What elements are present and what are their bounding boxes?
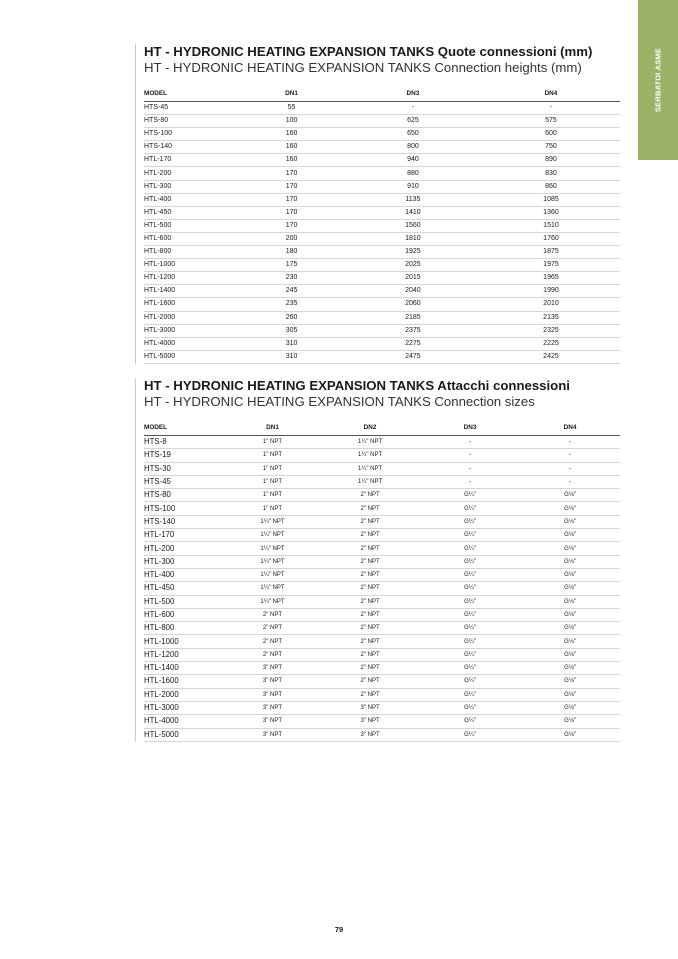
model-cell: HTL-1600 — [144, 675, 225, 688]
value-cell: G⅛" — [520, 542, 620, 555]
value-cell: 1" NPT — [225, 449, 320, 462]
model-cell: HTS-80 — [144, 489, 225, 502]
value-cell: - — [420, 436, 520, 449]
value-cell: G¼" — [420, 701, 520, 714]
value-cell: 2" NPT — [320, 595, 420, 608]
model-cell: HTL-600 — [144, 608, 225, 621]
value-cell: 2" NPT — [225, 635, 320, 648]
value-cell: G⅛" — [520, 515, 620, 528]
table-row — [144, 449, 620, 462]
table-row — [144, 337, 620, 350]
value-cell: 2" NPT — [320, 515, 420, 528]
value-cell: 1925 — [344, 246, 482, 259]
value-cell: G¼" — [420, 555, 520, 568]
table-row — [144, 715, 620, 728]
table-body — [144, 102, 620, 364]
table-row — [144, 232, 620, 245]
table-row — [144, 259, 620, 272]
value-cell: 3" NPT — [225, 701, 320, 714]
column-header: MODEL — [144, 420, 225, 436]
model-cell: HTL-2000 — [144, 688, 225, 701]
value-cell: G⅛" — [520, 595, 620, 608]
model-cell: HTL-1200 — [144, 272, 239, 285]
value-cell: G¼" — [420, 688, 520, 701]
column-header: DN3 — [420, 420, 520, 436]
value-cell: G⅛" — [520, 529, 620, 542]
value-cell: G¼" — [420, 529, 520, 542]
value-cell: 2" NPT — [320, 662, 420, 675]
model-cell: HTL-1200 — [144, 648, 225, 661]
value-cell: 1¼" NPT — [225, 542, 320, 555]
value-cell: 2275 — [344, 337, 482, 350]
value-cell: G¼" — [420, 515, 520, 528]
model-cell: HTS-80 — [144, 115, 239, 128]
model-cell: HTL-3000 — [144, 701, 225, 714]
value-cell: G¼" — [420, 608, 520, 621]
value-cell: 600 — [482, 128, 620, 141]
value-cell: 2015 — [344, 272, 482, 285]
value-cell: - — [420, 475, 520, 488]
value-cell: 830 — [482, 167, 620, 180]
model-cell: HTL-400 — [144, 193, 239, 206]
value-cell: 1975 — [482, 259, 620, 272]
value-cell: G¼" — [420, 502, 520, 515]
table-row — [144, 219, 620, 232]
value-cell: 3" NPT — [320, 701, 420, 714]
value-cell: 175 — [239, 259, 344, 272]
column-header: DN4 — [482, 86, 620, 102]
value-cell: - — [520, 436, 620, 449]
table-row — [144, 635, 620, 648]
table-row — [144, 555, 620, 568]
table-row — [144, 193, 620, 206]
table-row — [144, 285, 620, 298]
table-row — [144, 675, 620, 688]
table-header-row — [144, 420, 620, 436]
connection-heights-table — [144, 86, 620, 364]
value-cell: 2185 — [344, 311, 482, 324]
table-row — [144, 128, 620, 141]
value-cell: - — [344, 102, 482, 115]
model-cell: HTS-8 — [144, 436, 225, 449]
model-cell: HTL-800 — [144, 622, 225, 635]
table-row — [144, 608, 620, 621]
value-cell: 800 — [344, 141, 482, 154]
model-cell: HTL-170 — [144, 154, 239, 167]
side-tab — [638, 0, 678, 160]
value-cell: 2" NPT — [320, 688, 420, 701]
page-number: 79 — [334, 925, 344, 934]
value-cell: 1¼" NPT — [320, 449, 420, 462]
table-row — [144, 436, 620, 449]
value-cell: 3" NPT — [225, 728, 320, 741]
value-cell: 2" NPT — [320, 489, 420, 502]
column-header: MODEL — [144, 86, 239, 102]
model-cell: HTL-5000 — [144, 350, 239, 363]
value-cell: 880 — [344, 167, 482, 180]
value-cell: 245 — [239, 285, 344, 298]
value-cell: 1¼" NPT — [225, 595, 320, 608]
table-row — [144, 272, 620, 285]
value-cell: 160 — [239, 128, 344, 141]
value-cell: 2025 — [344, 259, 482, 272]
value-cell: 235 — [239, 298, 344, 311]
value-cell: 1360 — [482, 206, 620, 219]
table-row — [144, 489, 620, 502]
value-cell: 3" NPT — [225, 688, 320, 701]
value-cell: 1875 — [482, 246, 620, 259]
model-cell: HTS-45 — [144, 475, 225, 488]
model-cell: HTS-140 — [144, 515, 225, 528]
value-cell: G⅛" — [520, 648, 620, 661]
value-cell: 650 — [344, 128, 482, 141]
model-cell: HTS-140 — [144, 141, 239, 154]
connection-sizes-table — [144, 420, 620, 742]
value-cell: 200 — [239, 232, 344, 245]
model-cell: HTL-200 — [144, 167, 239, 180]
table-row — [144, 180, 620, 193]
value-cell: - — [520, 475, 620, 488]
value-cell: G⅛" — [520, 489, 620, 502]
table-row — [144, 701, 620, 714]
column-header: DN1 — [225, 420, 320, 436]
model-cell: HTS-30 — [144, 462, 225, 475]
value-cell: G⅛" — [520, 662, 620, 675]
value-cell: 1135 — [344, 193, 482, 206]
value-cell: G⅛" — [520, 502, 620, 515]
model-cell: HTL-300 — [144, 180, 239, 193]
connection-heights-section — [135, 44, 629, 364]
value-cell: 170 — [239, 219, 344, 232]
value-cell: G¼" — [420, 582, 520, 595]
value-cell: 2" NPT — [225, 622, 320, 635]
model-cell: HTL-4000 — [144, 337, 239, 350]
value-cell: G⅛" — [520, 635, 620, 648]
model-cell: HTS-100 — [144, 502, 225, 515]
value-cell: 2" NPT — [320, 635, 420, 648]
value-cell: G¼" — [420, 542, 520, 555]
value-cell: 1" NPT — [225, 475, 320, 488]
value-cell: 2010 — [482, 298, 620, 311]
value-cell: 2475 — [344, 350, 482, 363]
value-cell: 1085 — [482, 193, 620, 206]
model-cell: HTL-800 — [144, 246, 239, 259]
value-cell: G¼" — [420, 595, 520, 608]
value-cell: - — [420, 462, 520, 475]
value-cell: 910 — [344, 180, 482, 193]
value-cell: G⅛" — [520, 701, 620, 714]
value-cell: 2" NPT — [320, 568, 420, 581]
value-cell: G⅛" — [520, 622, 620, 635]
value-cell: 3" NPT — [225, 675, 320, 688]
value-cell: 1" NPT — [225, 436, 320, 449]
table-row — [144, 206, 620, 219]
value-cell: 2325 — [482, 324, 620, 337]
model-cell: HTS-45 — [144, 102, 239, 115]
section-title-english: HT - HYDRONIC HEATING EXPANSION TANKS Connection heights (mm) — [144, 60, 582, 75]
model-cell: HTL-5000 — [144, 728, 225, 741]
value-cell: 2" NPT — [320, 502, 420, 515]
model-cell: HTL-300 — [144, 555, 225, 568]
table-row — [144, 582, 620, 595]
value-cell: 1410 — [344, 206, 482, 219]
value-cell: 2135 — [482, 311, 620, 324]
model-cell: HTL-2000 — [144, 311, 239, 324]
value-cell: G⅛" — [520, 728, 620, 741]
value-cell: 2" NPT — [320, 529, 420, 542]
value-cell: 305 — [239, 324, 344, 337]
value-cell: 3" NPT — [320, 715, 420, 728]
value-cell: 310 — [239, 350, 344, 363]
value-cell: 1¼" NPT — [320, 436, 420, 449]
value-cell: 2" NPT — [225, 608, 320, 621]
value-cell: 1" NPT — [225, 489, 320, 502]
value-cell: 2" NPT — [320, 622, 420, 635]
value-cell: 940 — [344, 154, 482, 167]
model-cell: HTL-500 — [144, 595, 225, 608]
value-cell: 2375 — [344, 324, 482, 337]
model-cell: HTL-1400 — [144, 285, 239, 298]
value-cell: 2" NPT — [225, 648, 320, 661]
value-cell: 180 — [239, 246, 344, 259]
model-cell: HTL-1400 — [144, 662, 225, 675]
value-cell: 1" NPT — [225, 502, 320, 515]
value-cell: 1810 — [344, 232, 482, 245]
value-cell: 2" NPT — [320, 675, 420, 688]
table-row — [144, 102, 620, 115]
model-cell: HTL-1000 — [144, 259, 239, 272]
value-cell: G⅛" — [520, 675, 620, 688]
value-cell: - — [420, 449, 520, 462]
value-cell: 2040 — [344, 285, 482, 298]
value-cell: G⅛" — [520, 608, 620, 621]
value-cell: 2" NPT — [320, 555, 420, 568]
value-cell: 1990 — [482, 285, 620, 298]
model-cell: HTL-1600 — [144, 298, 239, 311]
value-cell: 750 — [482, 141, 620, 154]
model-cell: HTL-500 — [144, 219, 239, 232]
table-row — [144, 542, 620, 555]
table-row — [144, 595, 620, 608]
value-cell: 3" NPT — [225, 715, 320, 728]
model-cell: HTL-170 — [144, 529, 225, 542]
value-cell: 2" NPT — [320, 582, 420, 595]
value-cell: G⅛" — [520, 568, 620, 581]
value-cell: 2425 — [482, 350, 620, 363]
value-cell: 160 — [239, 141, 344, 154]
value-cell: 1560 — [344, 219, 482, 232]
value-cell: G⅛" — [520, 715, 620, 728]
value-cell: 890 — [482, 154, 620, 167]
table-header-row — [144, 86, 620, 102]
value-cell: 260 — [239, 311, 344, 324]
model-cell: HTL-450 — [144, 206, 239, 219]
value-cell: 55 — [239, 102, 344, 115]
table-row — [144, 141, 620, 154]
value-cell: - — [520, 449, 620, 462]
value-cell: 625 — [344, 115, 482, 128]
value-cell: 2225 — [482, 337, 620, 350]
value-cell: 3" NPT — [320, 728, 420, 741]
value-cell: 3" NPT — [225, 662, 320, 675]
model-cell: HTL-200 — [144, 542, 225, 555]
value-cell: 170 — [239, 167, 344, 180]
model-cell: HTL-400 — [144, 568, 225, 581]
value-cell: 170 — [239, 193, 344, 206]
value-cell: 1965 — [482, 272, 620, 285]
model-cell: HTL-600 — [144, 232, 239, 245]
column-header: DN4 — [520, 420, 620, 436]
section-title-italian: HT - HYDRONIC HEATING EXPANSION TANKS Quote connessioni (mm) — [144, 44, 593, 59]
table-row — [144, 311, 620, 324]
value-cell: 1¼" NPT — [225, 555, 320, 568]
value-cell: 2" NPT — [320, 608, 420, 621]
model-cell: HTL-3000 — [144, 324, 239, 337]
table-row — [144, 298, 620, 311]
table-body — [144, 436, 620, 742]
value-cell: 1¼" NPT — [225, 582, 320, 595]
value-cell: 170 — [239, 206, 344, 219]
model-cell: HTL-4000 — [144, 715, 225, 728]
table-row — [144, 350, 620, 363]
value-cell: 2" NPT — [320, 648, 420, 661]
model-cell: HTL-450 — [144, 582, 225, 595]
value-cell: G¼" — [420, 675, 520, 688]
table-row — [144, 515, 620, 528]
value-cell: 1¼" NPT — [225, 515, 320, 528]
table-row — [144, 529, 620, 542]
table-row — [144, 154, 620, 167]
value-cell: 575 — [482, 115, 620, 128]
table-row — [144, 688, 620, 701]
section-title-english: HT - HYDRONIC HEATING EXPANSION TANKS Connection sizes — [144, 394, 535, 409]
value-cell: 1¼" NPT — [320, 475, 420, 488]
table-row — [144, 648, 620, 661]
value-cell: G¼" — [420, 635, 520, 648]
table-row — [144, 568, 620, 581]
table-row — [144, 728, 620, 741]
table-row — [144, 115, 620, 128]
value-cell: 1" NPT — [225, 462, 320, 475]
table-row — [144, 622, 620, 635]
value-cell: 2060 — [344, 298, 482, 311]
side-tab-label: SERBATOI ASME — [653, 47, 663, 113]
column-header: DN1 — [239, 86, 344, 102]
value-cell: G¼" — [420, 622, 520, 635]
section-title-italian: HT - HYDRONIC HEATING EXPANSION TANKS Attacchi connessioni — [144, 378, 570, 393]
value-cell: 310 — [239, 337, 344, 350]
table-row — [144, 246, 620, 259]
value-cell: 1760 — [482, 232, 620, 245]
value-cell: G⅛" — [520, 555, 620, 568]
value-cell: G¼" — [420, 715, 520, 728]
table-row — [144, 502, 620, 515]
column-header: DN3 — [344, 86, 482, 102]
value-cell: G⅛" — [520, 688, 620, 701]
table-row — [144, 462, 620, 475]
connection-sizes-section — [135, 378, 629, 742]
value-cell: G¼" — [420, 662, 520, 675]
value-cell: 230 — [239, 272, 344, 285]
value-cell: G⅛" — [520, 582, 620, 595]
value-cell: - — [520, 462, 620, 475]
value-cell: G¼" — [420, 648, 520, 661]
table-row — [144, 324, 620, 337]
model-cell: HTS-100 — [144, 128, 239, 141]
value-cell: 1¼" NPT — [225, 529, 320, 542]
model-cell: HTS-19 — [144, 449, 225, 462]
value-cell: 1510 — [482, 219, 620, 232]
value-cell: 860 — [482, 180, 620, 193]
value-cell: 100 — [239, 115, 344, 128]
column-header: DN2 — [320, 420, 420, 436]
table-row — [144, 475, 620, 488]
value-cell: 160 — [239, 154, 344, 167]
value-cell: 170 — [239, 180, 344, 193]
value-cell: - — [482, 102, 620, 115]
table-row — [144, 662, 620, 675]
model-cell: HTL-1000 — [144, 635, 225, 648]
value-cell: G¼" — [420, 489, 520, 502]
value-cell: G¼" — [420, 568, 520, 581]
value-cell: 1¼" NPT — [225, 568, 320, 581]
table-row — [144, 167, 620, 180]
value-cell: 1¼" NPT — [320, 462, 420, 475]
value-cell: 2" NPT — [320, 542, 420, 555]
value-cell: G¼" — [420, 728, 520, 741]
